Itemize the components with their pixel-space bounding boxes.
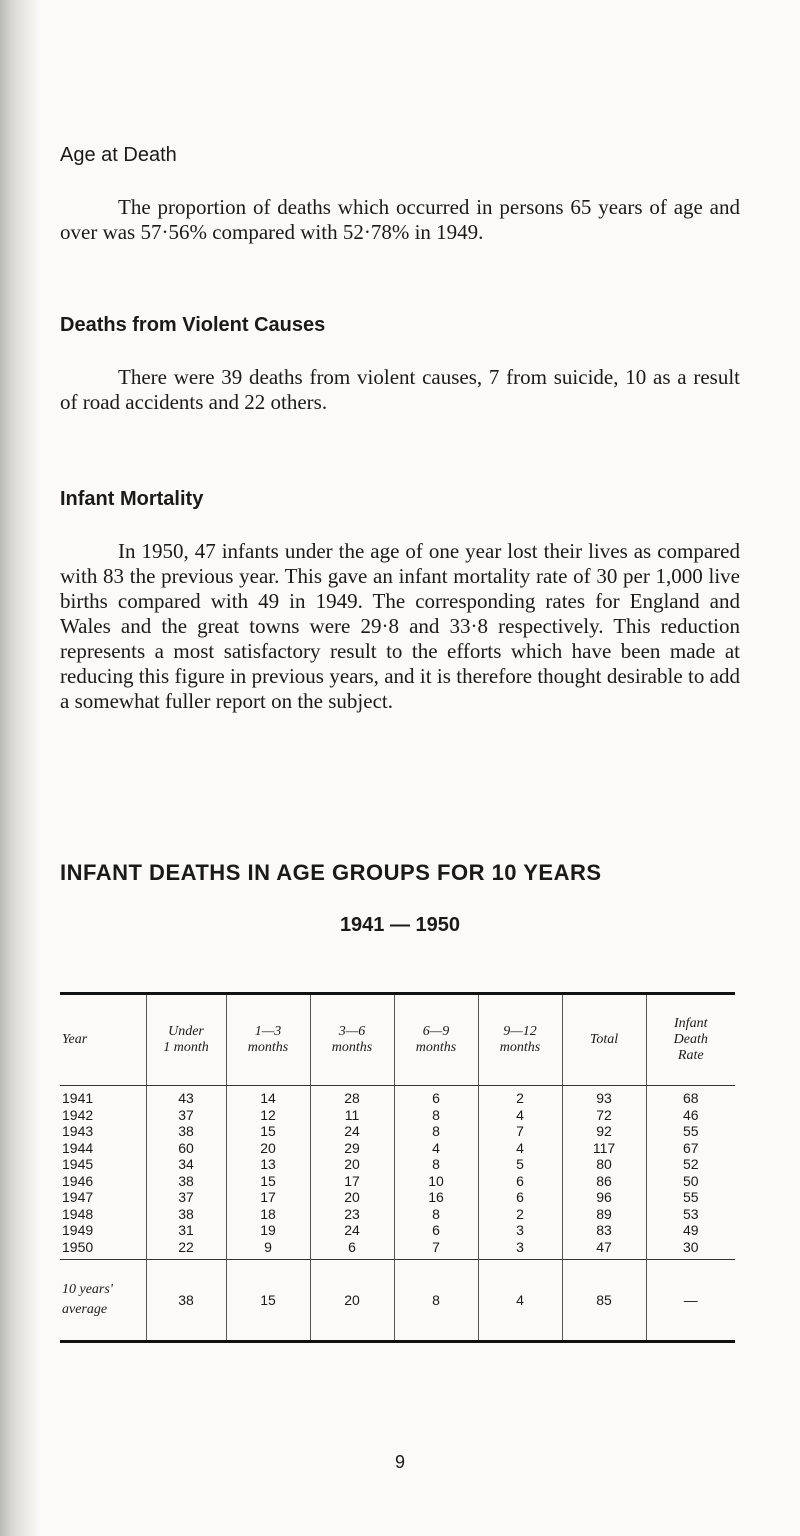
cell: 17 [310,1173,394,1190]
cell: 38 [146,1173,226,1190]
cell: 34 [146,1156,226,1173]
cell: 13 [226,1156,310,1173]
cell: 11 [310,1107,394,1124]
cell: 52 [646,1156,735,1173]
cell: 4 [478,1140,562,1157]
cell: 68 [646,1086,735,1107]
paragraph-violent-causes: There were 39 deaths from violent causes, 7 from suicide, 10 as a result of road accidents and 22 others. [60,365,740,414]
cell: 67 [646,1140,735,1157]
col-header-total: Total [562,994,646,1086]
table-average-row [60,1260,735,1342]
cell: 8 [394,1156,478,1173]
cell: 15 [226,1123,310,1140]
paragraph-infant-mortality: In 1950, 47 infants under the age of one year lost their lives as compared with 83 the previous year. This gave an infant mortality rate of 30 per 1,000 live births compared with 49 in 1949. The corresponding rates for England and Wales and the great towns were 29·8 and 33·8 respectively. This reduction represents a most satisfactory result to the efforts which have been made at reducing this figure in previous years, and it is therefore thought desirable to add a somewhat fuller report on the subject. [60,539,740,713]
col-header-3-6-months: 3—6 months [310,994,394,1086]
cell: 23 [310,1206,394,1223]
cell-average: 85 [562,1260,646,1342]
table-header-row [60,994,735,1086]
cell: 24 [310,1123,394,1140]
page-scan-edge [0,0,40,1536]
cell-average: 38 [146,1260,226,1342]
cell: 55 [646,1189,735,1206]
cell: 53 [646,1206,735,1223]
cell-year: 1945 [62,1156,94,1173]
col-header-under-1-month: Under 1 month [146,994,226,1086]
cell: 8 [394,1123,478,1140]
table-row [60,1173,735,1190]
heading-infant-mortality: Infant Mortality [60,488,204,510]
table-row [60,1156,735,1173]
cell: 22 [146,1239,226,1260]
cell: 20 [310,1156,394,1173]
cell: 8 [394,1206,478,1223]
cell: 6 [478,1173,562,1190]
page-number: 9 [394,1452,405,1472]
cell: 28 [310,1086,394,1107]
col-header-6-9-months: 6—9 months [394,994,478,1086]
cell: 49 [646,1222,735,1239]
cell: 93 [562,1086,646,1107]
cell: 117 [562,1140,646,1157]
cell: 47 [562,1239,646,1260]
cell: 89 [562,1206,646,1223]
cell: 5 [478,1156,562,1173]
cell-year: 1944 [62,1139,94,1156]
cell-year: 1942 [62,1106,94,1123]
cell: 80 [562,1156,646,1173]
cell: 30 [646,1239,735,1260]
cell: 31 [146,1222,226,1239]
cell: 72 [562,1107,646,1124]
cell: 29 [310,1140,394,1157]
cell: 15 [226,1173,310,1190]
cell-year: 1946 [62,1172,94,1189]
table-row [60,1222,735,1239]
cell-year: 1941 [62,1090,94,1107]
heading-violent-causes: Deaths from Violent Causes [60,314,326,336]
cell: 14 [226,1086,310,1107]
cell: 96 [562,1189,646,1206]
cell: 24 [310,1222,394,1239]
cell: 46 [646,1107,735,1124]
cell-average: — [646,1260,735,1342]
table-row [60,1189,735,1206]
cell: 6 [394,1086,478,1107]
cell: 37 [146,1107,226,1124]
cell: 8 [394,1107,478,1124]
cell: 6 [394,1222,478,1239]
cell: 86 [562,1173,646,1190]
table-subtitle: 1941 — 1950 [339,914,461,936]
cell: 4 [478,1107,562,1124]
cell: 6 [310,1239,394,1260]
cell: 17 [226,1189,310,1206]
cell: 60 [146,1140,226,1157]
cell: 38 [146,1206,226,1223]
cell: 12 [226,1107,310,1124]
cell: 83 [562,1222,646,1239]
cell: 3 [478,1239,562,1260]
cell: 2 [478,1086,562,1107]
cell-year: 1947 [62,1189,94,1206]
cell: 43 [146,1086,226,1107]
table-row [60,1206,735,1223]
cell: 6 [478,1189,562,1206]
paragraph-age-at-death: The proportion of deaths which occurred in persons 65 years of age and over was 57·56% compared with 52·78% in 1949. [60,195,740,244]
cell: 55 [646,1123,735,1140]
cell-year: 1943 [62,1123,94,1140]
heading-age-at-death: Age at Death [60,144,177,166]
cell: 3 [478,1222,562,1239]
cell: 38 [146,1123,226,1140]
table-row [60,1123,735,1140]
cell: 16 [394,1189,478,1206]
cell-average: 4 [478,1260,562,1342]
cell: 9 [226,1239,310,1260]
col-header-9-12-months: 9—12 months [478,994,562,1086]
table-row [60,1107,735,1124]
cell: 20 [310,1189,394,1206]
table-row [60,1140,735,1157]
cell: 10 [394,1173,478,1190]
infant-deaths-table [60,992,735,1343]
cell: 18 [226,1206,310,1223]
col-header-infant-death-rate: Infant Death Rate [646,994,735,1086]
table-row [60,1086,735,1107]
cell: 37 [146,1189,226,1206]
table-title: INFANT DEATHS IN AGE GROUPS FOR 10 YEARS [60,860,602,885]
cell: 19 [226,1222,310,1239]
col-header-year: Year [60,994,146,1086]
cell: 7 [478,1123,562,1140]
cell: 4 [394,1140,478,1157]
cell-average-label: 10 years' average [60,1260,146,1342]
cell: 92 [562,1123,646,1140]
col-header-1-3-months: 1—3 months [226,994,310,1086]
cell-year: 1949 [62,1222,94,1239]
cell-year: 1948 [62,1205,94,1222]
cell: 2 [478,1206,562,1223]
cell-average: 20 [310,1260,394,1342]
cell: 20 [226,1140,310,1157]
cell: 7 [394,1239,478,1260]
cell-average: 8 [394,1260,478,1342]
cell-year: 1950 [62,1238,94,1255]
cell-average: 15 [226,1260,310,1342]
cell: 50 [646,1173,735,1190]
table-row [60,1239,735,1260]
